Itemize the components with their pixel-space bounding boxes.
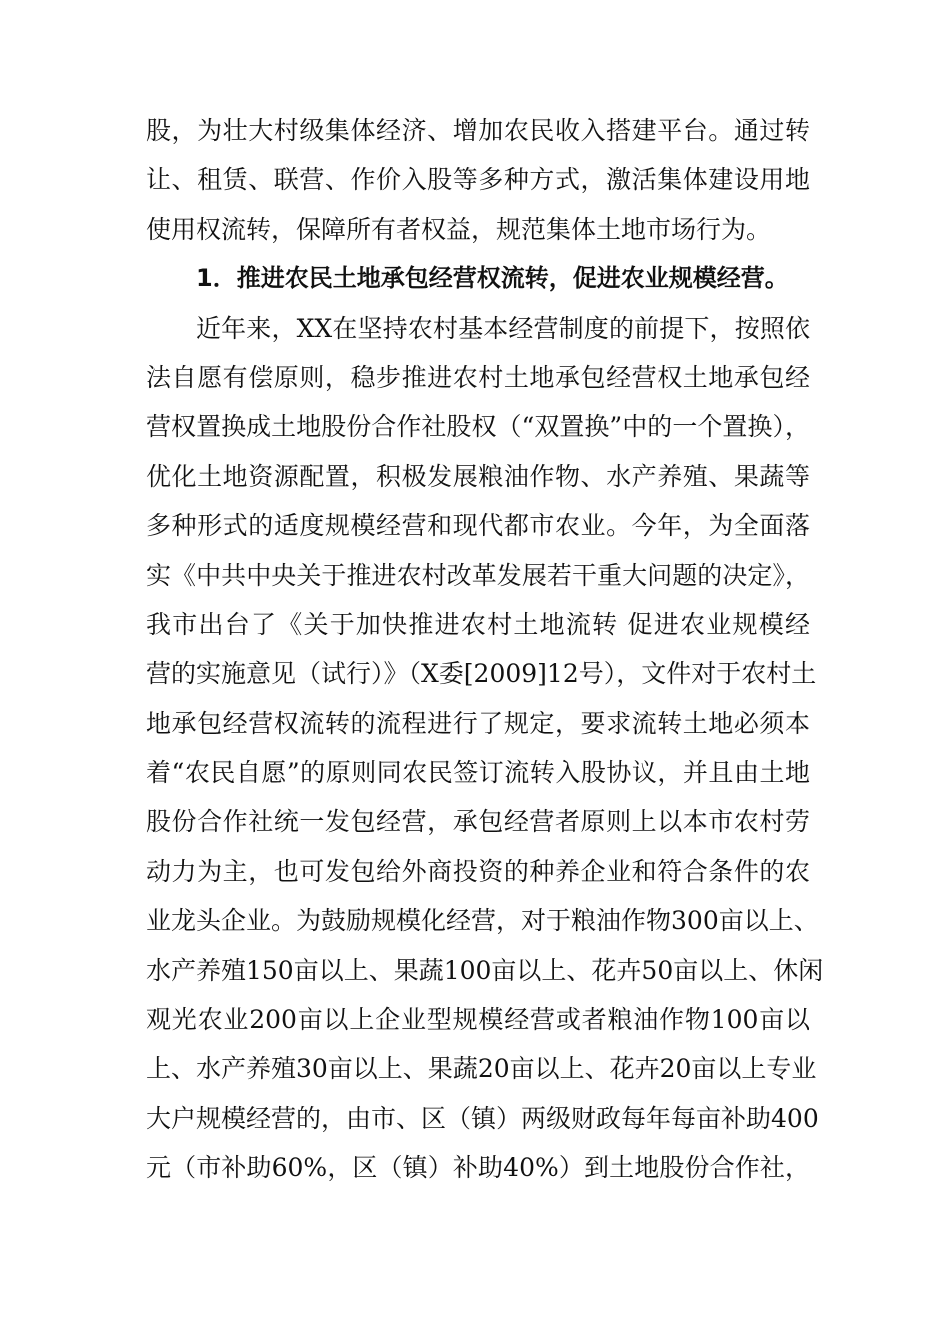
text-line: 使用权流转，保障所有者权益，规范集体土地市场行为。 bbox=[146, 214, 772, 244]
text-line: 大户规模经营的，由市、区（镇）两级财政每年每亩补助400 bbox=[146, 1103, 819, 1133]
text-line: 法自愿有偿原则，稳步推进农村土地承包经营权土地承包经 bbox=[146, 362, 810, 392]
text-line: 地承包经营权流转的流程进行了规定，要求流转土地必须本 bbox=[146, 708, 810, 738]
text-line: 观光农业200亩以上企业型规模经营或者粮油作物100亩以 bbox=[146, 1005, 810, 1035]
section-heading bbox=[146, 254, 810, 303]
paragraph-body bbox=[146, 304, 824, 1193]
text-line: 股份合作社统一发包经营，承包经营者原则上以本市农村劳 bbox=[146, 807, 810, 837]
text-line: 让、租赁、联营、作价入股等多种方式，激活集体建设用地 bbox=[146, 165, 810, 195]
text-line: 多种形式的适度规模经营和现代都市农业。今年，为全面落 bbox=[146, 511, 810, 541]
text-line: 实《中共中央关于推进农村改革发展若干重大问题的决定》， bbox=[146, 560, 810, 590]
text-line: 营权置换成土地股份合作社股权（“双置换”中的一个置换）， bbox=[146, 412, 810, 442]
text-line: 元（市补助60%，区（镇）补助40%）到土地股份合作社， bbox=[146, 1153, 810, 1183]
text-line: 水产养殖150亩以上、果蔬100亩以上、花卉50亩以上、休闲 bbox=[146, 955, 824, 985]
text-line: 动力为主，也可发包给外商投资的种养企业和符合条件的农 bbox=[146, 856, 810, 886]
heading-text: 1．推进农民土地承包经营权流转，促进农业规模经营。 bbox=[196, 264, 789, 293]
document-body bbox=[146, 106, 824, 1193]
text-line: 我市出台了《关于加快推进农村土地流转 促进农业规模经 bbox=[146, 609, 810, 639]
text-line: 上、水产养殖30亩以上、果蔬20亩以上、花卉20亩以上专业 bbox=[146, 1054, 817, 1084]
text-line: 业龙头企业。为鼓励规模化经营，对于粮油作物300亩以上、 bbox=[146, 906, 819, 936]
text-line: 股，为壮大村级集体经济、增加农民收入搭建平台。通过转 bbox=[146, 116, 810, 145]
text-line: 着“农民自愿”的原则同农民签订流转入股协议，并且由土地 bbox=[146, 758, 810, 788]
text-line: 近年来，XX在坚持农村基本经营制度的前提下，按照依 bbox=[196, 313, 810, 343]
text-line: 营的实施意见（试行）》（X委[2009]12号），文件对于农村土 bbox=[146, 659, 817, 689]
text-line: 优化土地资源配置，积极发展粮油作物、水产养殖、果蔬等 bbox=[146, 461, 810, 491]
paragraph-intro bbox=[146, 106, 810, 254]
